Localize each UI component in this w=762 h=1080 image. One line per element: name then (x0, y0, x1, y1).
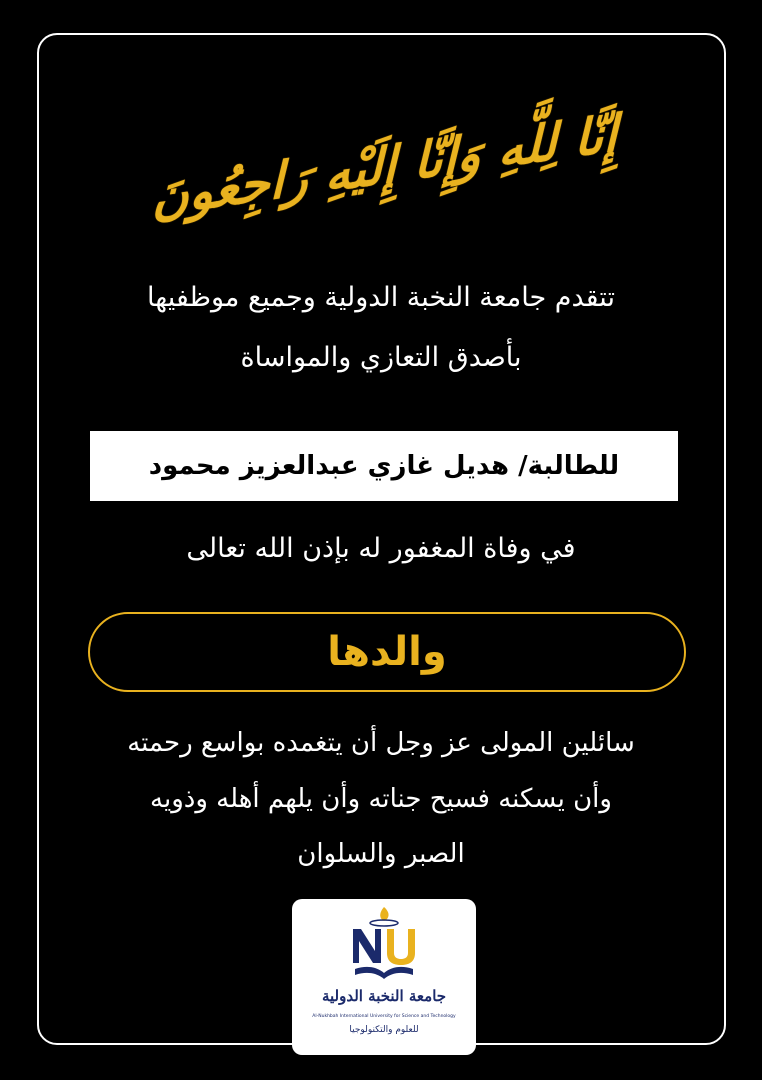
calligraphy-text: إِنَّا لِلَّهِ وَإِنَّا إِلَيْهِ رَاجِعُونَ (152, 102, 618, 228)
intro-line-1: تتقدم جامعة النخبة الدولية وجميع موظفيها (147, 282, 615, 313)
quran-verse-calligraphy (152, 80, 618, 250)
logo-subtitle-arabic: للعلوم والتكنولوجيا (349, 1025, 419, 1035)
logo-name-arabic: جامعة النخبة الدولية (321, 987, 447, 1005)
university-emblem-icon (347, 905, 421, 983)
prayer-line-2: وأن يسكنه فسيح جناته وأن يلهم أهله وذويه (150, 784, 612, 814)
university-logo (292, 899, 476, 1055)
intro-line-2: بأصدق التعازي والمواساة (240, 342, 522, 373)
occasion-text: في وفاة المغفور له بإذن الله تعالى (186, 533, 576, 564)
relation-box (88, 612, 686, 692)
recipient-name: للطالبة/ هديل غازي عبدالعزيز محمود (148, 451, 620, 481)
recipient-name-box (90, 431, 678, 501)
logo-name-english: Al-Nukhbah International University for Science and Technology (312, 1014, 456, 1019)
prayer-line-3: الصبر والسلوان (297, 839, 465, 869)
prayer-line-1: سائلين المولى عز وجل أن يتغمده بواسع رحمته (127, 728, 635, 758)
relation-text: والدها (327, 629, 447, 675)
